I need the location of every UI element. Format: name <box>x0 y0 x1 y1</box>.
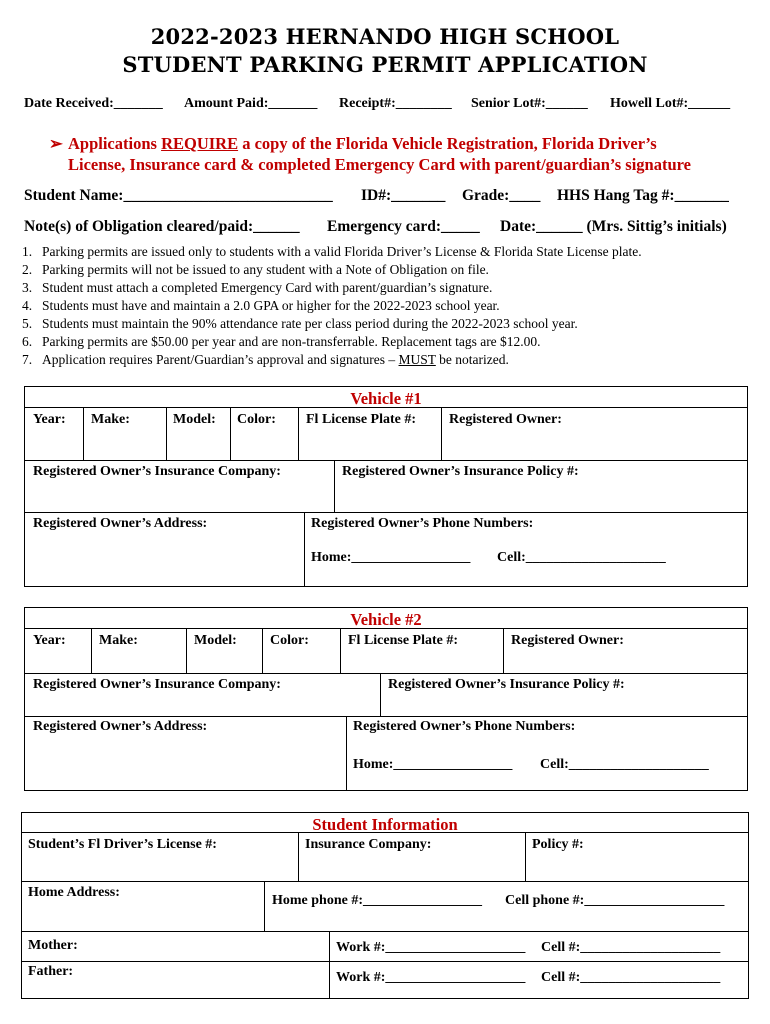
vehicle1-cell-phone-field[interactable]: Cell:____________________ <box>497 550 666 565</box>
vehicle1-year-field[interactable]: Year: <box>33 412 66 427</box>
student-id-field[interactable]: ID#:_______ <box>361 187 446 204</box>
vehicle2-color-field[interactable]: Color: <box>270 633 309 648</box>
student-license-field[interactable]: Student’s Fl Driver’s License #: <box>28 837 217 852</box>
student-policy-field[interactable]: Policy #: <box>532 837 584 852</box>
requirement-line2: License, Insurance card & completed Emergency Card with parent/guardian’s signature <box>68 155 691 174</box>
date-received-field[interactable]: Date Received:_______ <box>24 96 163 111</box>
emergency-card-field[interactable]: Emergency card:_____ <box>327 218 480 235</box>
obligation-field[interactable]: Note(s) of Obligation cleared/paid:______ <box>24 218 300 235</box>
vehicle2-policy-field[interactable]: Registered Owner’s Insurance Policy #: <box>388 677 625 692</box>
vehicle1-plate-field[interactable]: Fl License Plate #: <box>306 412 417 427</box>
student-name-field[interactable]: Student Name:___________________________ <box>24 187 333 204</box>
vehicle1-owner-field[interactable]: Registered Owner: <box>449 412 562 427</box>
requirement-line1: Applications REQUIRE a copy of the Florida Vehicle Registration, Florida Driver’s <box>68 134 657 153</box>
vehicle2-insurance-company-field[interactable]: Registered Owner’s Insurance Company: <box>33 677 281 692</box>
vehicle1-phones-label: Registered Owner’s Phone Numbers: <box>311 516 534 531</box>
rules-list <box>22 243 642 369</box>
rule-item: 3. Student must attach a completed Emergency Card with parent/guardian’s signature. <box>22 280 493 295</box>
hang-tag-field[interactable]: HHS Hang Tag #:_______ <box>557 187 729 204</box>
date-initials-field[interactable]: Date:______ (Mrs. Sittig’s initials) <box>500 218 727 235</box>
rule-item: 4. Students must have and maintain a 2.0 GPA or higher for the 2022-2023 school year. <box>22 298 500 313</box>
vehicle1-heading: Vehicle #1 <box>350 389 422 408</box>
howell-lot-field[interactable]: Howell Lot#:______ <box>610 96 731 111</box>
rule-item: 5. Students must maintain the 90% attendance rate per class period during the 2022-2023 school year. <box>22 316 578 331</box>
mother-field[interactable]: Mother: <box>28 938 78 953</box>
page-title-line2: STUDENT PARKING PERMIT APPLICATION <box>122 52 648 77</box>
vehicle2-owner-field[interactable]: Registered Owner: <box>511 633 624 648</box>
vehicle1-home-phone-field[interactable]: Home:_________________ <box>311 550 471 565</box>
father-field[interactable]: Father: <box>28 964 74 979</box>
vehicle1-address-field[interactable]: Registered Owner’s Address: <box>33 516 208 531</box>
student-insurance-company-field[interactable]: Insurance Company: <box>305 837 432 852</box>
mother-work-phone-field[interactable]: Work #:____________________ <box>336 940 526 955</box>
vehicle1-insurance-company-field[interactable]: Registered Owner’s Insurance Company: <box>33 464 281 479</box>
vehicle2-make-field[interactable]: Make: <box>99 633 138 648</box>
rule-item: 6. Parking permits are $50.00 per year and are non-transferrable. Replacement tags are $12.00. <box>22 334 541 349</box>
rule-item: 7. Application requires Parent/Guardian’s approval and signatures – MUST be notarized. <box>22 352 509 367</box>
receipt-field[interactable]: Receipt#:________ <box>339 96 452 111</box>
require-emphasis: REQUIRE <box>161 134 239 153</box>
vehicle1-model-field[interactable]: Model: <box>173 412 216 427</box>
rule-item: 2. Parking permits will not be issued to any student with a Note of Obligation on file. <box>22 262 489 277</box>
vehicle2-year-field[interactable]: Year: <box>33 633 66 648</box>
page-title-line1: 2022-2023 HERNANDO HIGH SCHOOL <box>150 24 620 49</box>
father-work-phone-field[interactable]: Work #:____________________ <box>336 970 526 985</box>
student-cell-phone-field[interactable]: Cell phone #:____________________ <box>505 893 725 908</box>
vehicle1-make-field[interactable]: Make: <box>91 412 130 427</box>
vehicle1-policy-field[interactable]: Registered Owner’s Insurance Policy #: <box>342 464 579 479</box>
student-home-phone-field[interactable]: Home phone #:_________________ <box>272 893 482 908</box>
vehicle1-color-field[interactable]: Color: <box>237 412 276 427</box>
vehicle2-phones-label: Registered Owner’s Phone Numbers: <box>353 719 576 734</box>
student-home-address-field[interactable]: Home Address: <box>28 885 120 900</box>
mother-cell-phone-field[interactable]: Cell #:____________________ <box>541 940 721 955</box>
father-cell-phone-field[interactable]: Cell #:____________________ <box>541 970 721 985</box>
grade-field[interactable]: Grade:____ <box>462 187 541 204</box>
vehicle2-plate-field[interactable]: Fl License Plate #: <box>348 633 459 648</box>
vehicle2-address-field[interactable]: Registered Owner’s Address: <box>33 719 208 734</box>
vehicle2-heading: Vehicle #2 <box>350 610 422 629</box>
rule-item: 1. Parking permits are issued only to students with a valid Florida Driver’s License & Florida State License plate. <box>22 244 642 259</box>
vehicle2-model-field[interactable]: Model: <box>194 633 237 648</box>
senior-lot-field[interactable]: Senior Lot#:______ <box>471 96 588 111</box>
requirement-bullet-icon: ➢ <box>49 134 63 153</box>
vehicle2-cell-phone-field[interactable]: Cell:____________________ <box>540 757 709 772</box>
amount-paid-field[interactable]: Amount Paid:_______ <box>184 96 318 111</box>
vehicle2-home-phone-field[interactable]: Home:_________________ <box>353 757 513 772</box>
student-info-heading: Student Information <box>312 815 458 834</box>
